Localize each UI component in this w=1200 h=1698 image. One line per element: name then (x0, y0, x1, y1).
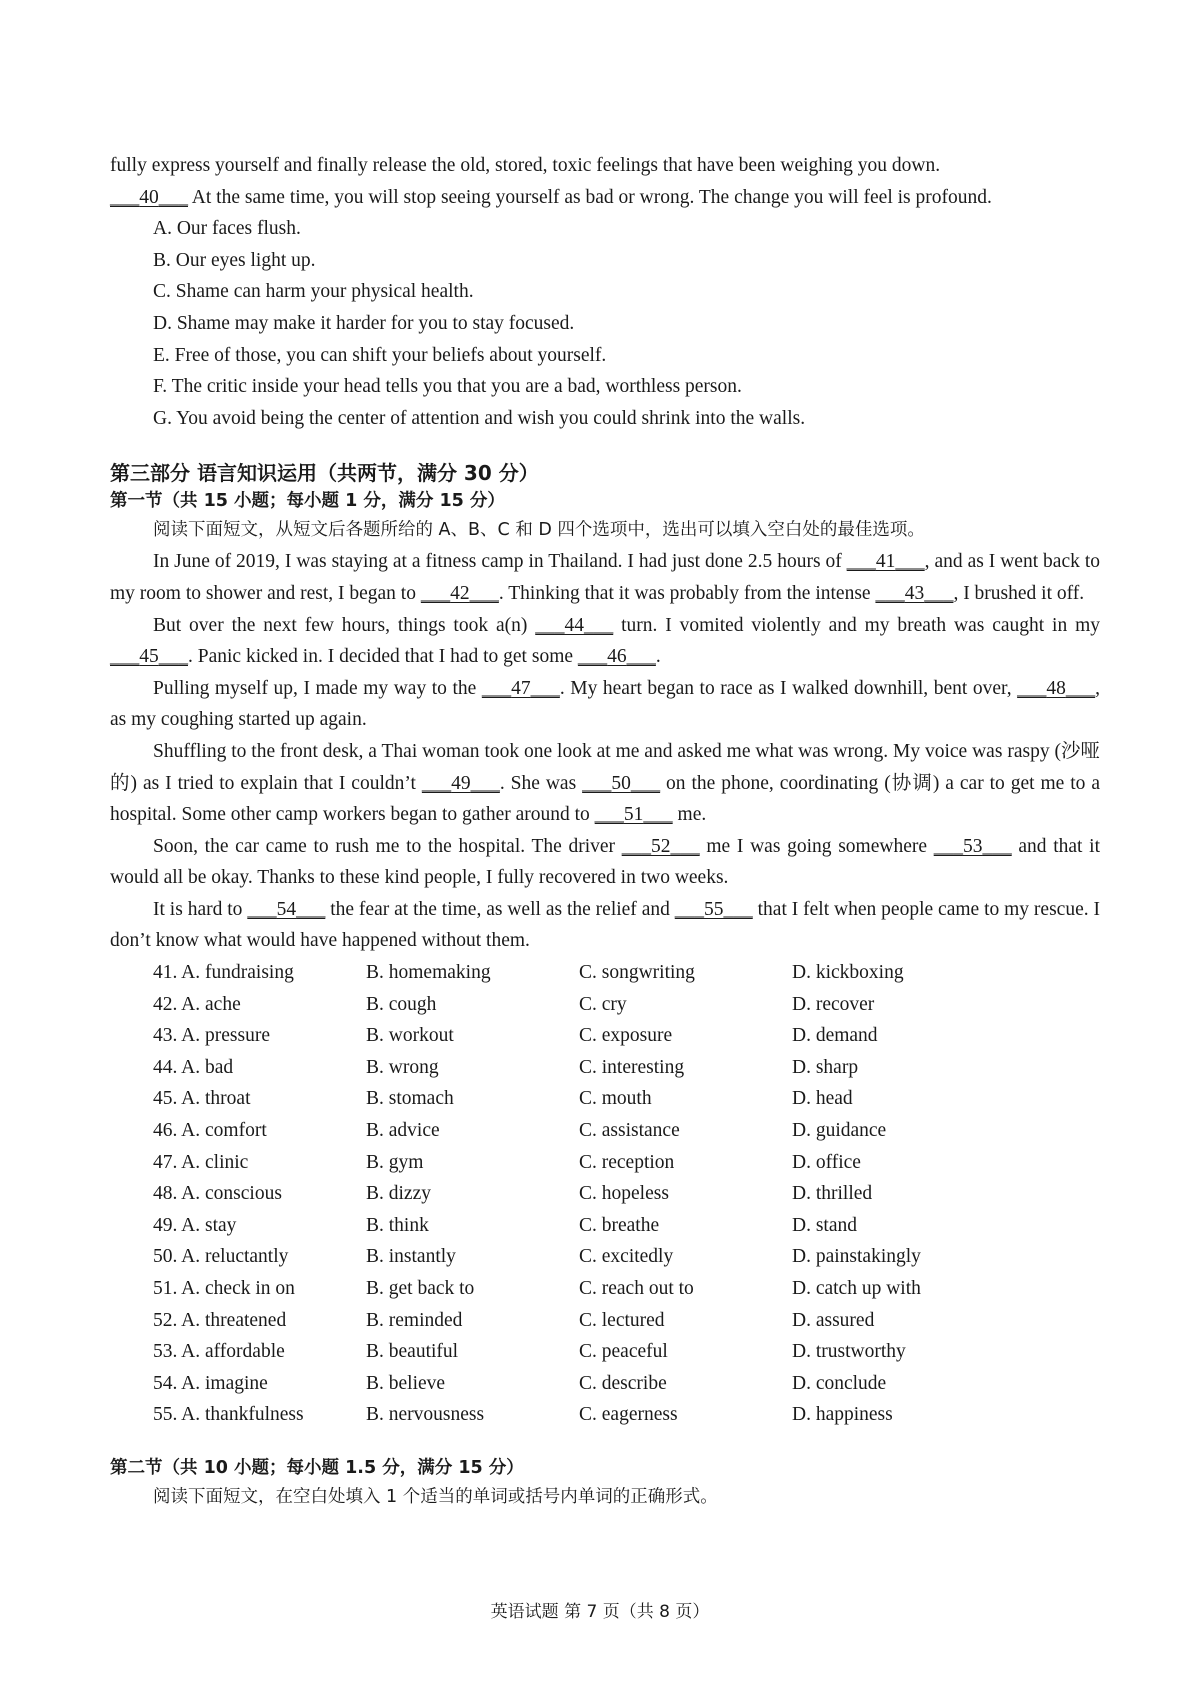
option-d: D. stand (792, 1214, 857, 1236)
page-footer: 英语试题 第 7 页（共 8 页） (490, 1602, 710, 1622)
option-d: D. head (792, 1088, 853, 1110)
option-c: C. excitedly (579, 1246, 674, 1268)
option-a: 44. A. bad (153, 1056, 234, 1078)
option-c: C. mouth (579, 1088, 652, 1110)
option-b: B. reminded (366, 1309, 463, 1331)
option-a: 51. A. check in on (153, 1278, 295, 1299)
question-row (110, 1178, 1100, 1210)
option-b: B. gym (366, 1151, 424, 1173)
option-c: C. lectured (579, 1309, 665, 1331)
blank-54: ___54___ (247, 898, 326, 920)
option-a: 50. A. reluctantly (153, 1246, 289, 1268)
option-d: D. recover (792, 993, 875, 1015)
option-d: D. assured (792, 1309, 875, 1331)
option-a: 55. A. thankfulness (153, 1404, 304, 1426)
option-d: D. painstakingly (792, 1246, 921, 1268)
blank-46: ___46___ (577, 646, 656, 668)
part3-title: 第三部分 语言知识运用（共两节，满分 30 分） (110, 461, 539, 486)
option-b: B. dizzy (366, 1183, 431, 1205)
option-d: D. kickboxing (792, 962, 904, 984)
option-d: D. thrilled (792, 1183, 873, 1205)
passage-paragraph-2: But over the next few hours, things took a(n) ___44___ turn. I vomited violently and my breath was caught in my ___45___. Panic kicked in. I decided that I had to get some ___46___. (110, 614, 1101, 668)
option-a: 46. A. comfort (153, 1120, 267, 1142)
question-row (110, 1052, 1100, 1084)
option-a: 47. A. clinic (153, 1151, 249, 1173)
option-b: B. stomach (366, 1088, 454, 1110)
question-row (110, 1210, 1100, 1242)
option-b: B. beautiful (366, 1341, 459, 1363)
passage-paragraph-4: Shuffling to the front desk, a Thai woman took one look at me and asked me what was wrong. My voice was raspy (沙哑的) as I tried to explain that I couldn’t ___49___. She was ___50___ on the phone, coordinating (协调) a car to get me to a hospital. Some other camp workers began to gather around to ___51___ me. (110, 740, 1100, 826)
blank-44: ___44___ (535, 614, 614, 636)
option-a: 49. A. stay (153, 1214, 237, 1236)
question-row (110, 1399, 1100, 1431)
exam-page (110, 150, 1100, 1513)
blank-41: ___41___ (846, 551, 925, 573)
blank-53: ___53___ (933, 835, 1012, 857)
prev-passage-line1: fully express yourself and finally release the old, stored, toxic feelings that have been weighing you down. (110, 155, 941, 176)
question-row (110, 1020, 1100, 1052)
option-b: B. get back to (366, 1278, 475, 1299)
question-row (110, 1147, 1100, 1179)
blank-43: ___43___ (875, 582, 954, 604)
option-c: C. assistance (579, 1120, 680, 1142)
option-d: D. trustworthy (792, 1341, 906, 1363)
option-c: C. eagerness (579, 1404, 678, 1426)
option-b: B. think (366, 1214, 429, 1236)
option-b: B. homemaking (366, 962, 491, 984)
option-c: C. interesting (579, 1056, 685, 1078)
question-row (110, 1115, 1100, 1147)
option-c: C. breathe (579, 1214, 660, 1236)
option-a: 48. A. conscious (153, 1183, 282, 1205)
blank-51: ___51___ (594, 804, 673, 826)
option-b: B. instantly (366, 1246, 456, 1268)
option-b: B. wrong (366, 1056, 439, 1078)
option-b: B. workout (366, 1025, 454, 1047)
option-a: 54. A. imagine (153, 1372, 268, 1394)
blank-50: ___50___ (582, 772, 661, 794)
option-a: 43. A. pressure (153, 1025, 270, 1047)
passage-paragraph-3: Pulling myself up, I made my way to the ___47___. My heart began to race as I walked downhill, bent over, ___48___, as my coughing started up again. (110, 677, 1100, 731)
question-options-table (110, 957, 1100, 1431)
option-b: B. nervousness (366, 1404, 485, 1426)
question-row (110, 1336, 1100, 1368)
option-c: C. hopeless (579, 1183, 669, 1205)
option-d: D. happiness (792, 1404, 893, 1426)
question-row (110, 1305, 1100, 1337)
seven-options-list (110, 213, 1100, 434)
option-d: D. catch up with (792, 1278, 921, 1299)
passage-paragraph-5: Soon, the car came to rush me to the hospital. The driver ___52___ me I was going somewhere ___53___ and that it would all be okay. Thanks to these kind people, I fully recovered in two weeks. (110, 835, 1100, 889)
prev-passage-line2: ___40___ At the same time, you will stop seeing yourself as bad or wrong. The change you will feel is profound. (110, 186, 992, 208)
option-d: D. demand (792, 1025, 878, 1047)
option-c: C. exposure (579, 1025, 673, 1047)
question-row (110, 957, 1100, 989)
option-c: C. reception (579, 1151, 675, 1173)
question-row (110, 1241, 1100, 1273)
option-a: 52. A. threatened (153, 1309, 287, 1331)
option-b: B. cough (366, 993, 437, 1015)
blank-52: ___52___ (621, 835, 700, 857)
option-item: C. Shame can harm your physical health. (153, 281, 474, 303)
option-d: D. sharp (792, 1056, 859, 1078)
blank-47: ___47___ (481, 677, 560, 699)
option-a: 53. A. affordable (153, 1341, 285, 1363)
option-item: B. Our eyes light up. (153, 249, 316, 271)
section2-title: 第二节（共 10 小题；每小题 1.5 分，满分 15 分） (110, 1457, 524, 1478)
blank-49: ___49___ (421, 772, 500, 794)
question-row (110, 1083, 1100, 1115)
option-item: A. Our faces flush. (153, 218, 301, 240)
question-row (110, 989, 1100, 1021)
option-d: D. office (792, 1151, 861, 1173)
passage-paragraph-1: In June of 2019, I was staying at a fitness camp in Thailand. I had just done 2.5 hours of ___41___, and as I went back to my room to shower and rest, I began to ___42___. Thinking that it was probably from the intense ___43___, I brushed it off. (110, 551, 1100, 604)
option-a: 41. A. fundraising (153, 962, 294, 984)
option-a: 45. A. throat (153, 1088, 251, 1110)
option-d: D. guidance (792, 1120, 887, 1142)
option-b: B. believe (366, 1372, 446, 1394)
option-b: B. advice (366, 1120, 440, 1142)
section1-instructions: 阅读下面短文，从短文后各题所给的 A、B、C 和 D 四个选项中，选出可以填入空白处的最佳选项。 (153, 520, 925, 541)
question-row (110, 1273, 1100, 1305)
option-c: C. reach out to (579, 1278, 694, 1299)
blank-45: ___45___ (110, 646, 188, 668)
option-c: C. cry (579, 993, 627, 1015)
option-c: C. describe (579, 1372, 667, 1394)
option-c: C. peaceful (579, 1341, 668, 1363)
option-item: F. The critic inside your head tells you that you are a bad, worthless person. (153, 376, 742, 398)
section1-title: 第一节（共 15 小题；每小题 1 分，满分 15 分） (110, 491, 505, 512)
option-c: C. songwriting (579, 962, 695, 984)
blank-55: ___55___ (674, 898, 753, 920)
option-a: 42. A. ache (153, 993, 241, 1015)
option-item: G. You avoid being the center of attention and wish you could shrink into the walls. (153, 407, 806, 429)
blank-48: ___48___ (1017, 677, 1096, 699)
blank-40: ___40___ (110, 186, 188, 208)
section2-instructions: 阅读下面短文，在空白处填入 1 个适当的单词或括号内单词的正确形式。 (153, 1486, 718, 1507)
option-item: D. Shame may make it harder for you to stay focused. (153, 312, 575, 334)
blank-42: ___42___ (420, 582, 499, 604)
option-item: E. Free of those, you can shift your beliefs about yourself. (153, 344, 607, 366)
question-row (110, 1368, 1100, 1400)
passage-paragraph-6: It is hard to ___54___ the fear at the time, as well as the relief and ___55___ that I felt when people came to my rescue. I don’t know what would have happened without them. (110, 898, 1100, 952)
option-d: D. conclude (792, 1372, 887, 1394)
